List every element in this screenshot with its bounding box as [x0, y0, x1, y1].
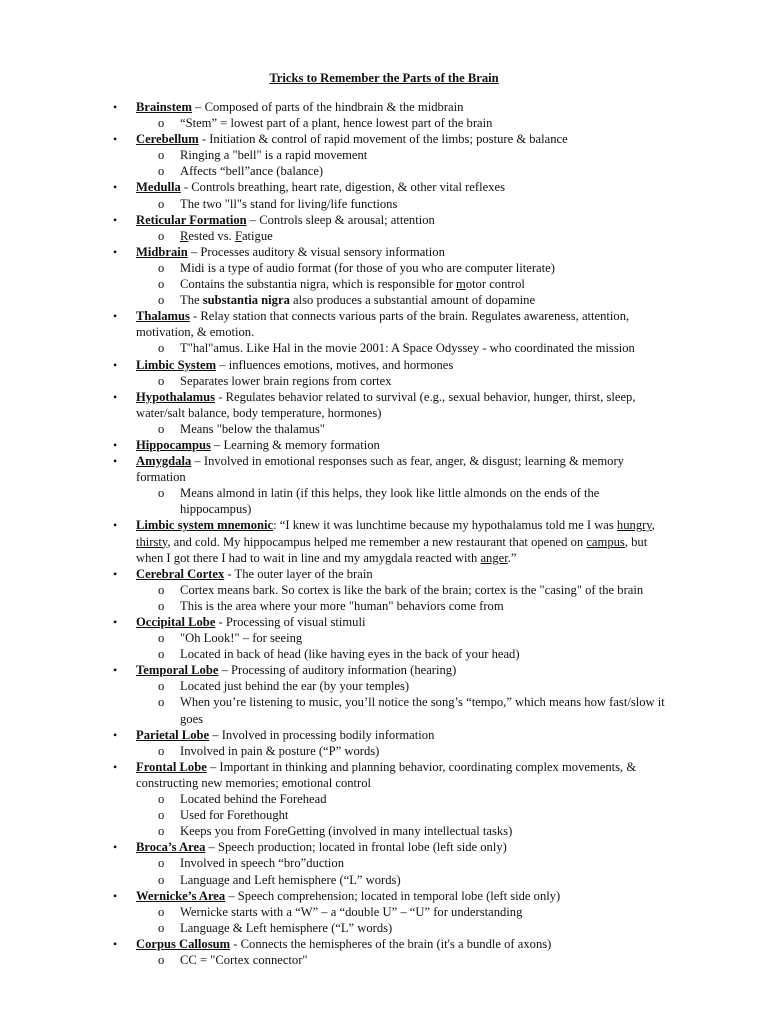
list-item — [0, 308, 661, 340]
item-term: Limbic system mnemonic — [136, 518, 274, 533]
list-item — [0, 839, 661, 855]
sub-item-text: Separates lower brain regions from cortex — [180, 373, 392, 388]
list-item — [0, 888, 661, 904]
sub-item-text: Located just behind the ear (by your temples) — [180, 679, 410, 694]
sub-bullet-icon: o — [158, 260, 165, 275]
bullet-icon: • — [113, 180, 118, 195]
item-term: Midbrain — [136, 244, 188, 259]
sub-item-text: Located in back of head (like having eyes in the back of your head) — [180, 647, 520, 662]
list-item — [0, 212, 661, 228]
item-text: – Learning & memory formation — [210, 437, 380, 452]
sub-bullet-icon: o — [158, 808, 165, 823]
sub-bullet-icon: o — [158, 582, 165, 597]
list-item — [0, 357, 661, 373]
list-item — [0, 662, 661, 678]
sub-item — [0, 485, 670, 517]
item-text: , — [651, 518, 655, 533]
item-term: Medulla — [136, 180, 181, 195]
sub-item-text: “Stem” = lowest part of a plant, hence lowest part of the brain — [180, 116, 493, 131]
sub-bullet-icon: o — [158, 631, 165, 646]
sub-bullet-icon: o — [158, 341, 165, 356]
sub-item-text: When you’re listening to music, you’ll notice the song’s “tempo,” which means how fast/slow it goes — [180, 695, 665, 726]
item-text: - Regulates behavior related to survival (e.g., sexual behavior, hunger, thirst, sleep, water/salt balance, body temperature, hormones) — [136, 389, 636, 420]
sub-item — [0, 598, 670, 614]
item-text: – Speech comprehension; located in temporal lobe (left side only) — [225, 888, 561, 903]
item-term: Brainstem — [136, 100, 192, 114]
item-text: - The outer layer of the brain — [224, 566, 373, 581]
sub-item — [0, 260, 670, 276]
item-text: – Involved in emotional responses such as fear, anger, & disgust; learning & memory formation — [136, 454, 624, 485]
sub-item — [0, 276, 670, 292]
sub-item-text: Cortex means bark. So cortex is like the bark of the brain; cortex is the "casing" of the brain — [180, 582, 644, 597]
item-text: – Composed of parts of the hindbrain & the midbrain — [191, 100, 464, 114]
sub-item — [0, 147, 670, 163]
item-text: - Connects the hemispheres of the brain (it's a bundle of axons) — [230, 936, 552, 951]
sub-item-text: Language and Left hemisphere (“L” words) — [180, 872, 401, 887]
sub-bullet-icon: o — [158, 116, 165, 131]
item-text: – Important in thinking and planning behavior, coordinating complex movements, & constructing new memories; emotional control — [136, 759, 637, 790]
sub-bullet-icon: o — [158, 679, 165, 694]
sub-bullet-icon: o — [158, 421, 165, 436]
sub-item-text: Means "below the thalamus" — [180, 421, 325, 436]
sub-bullet-icon: o — [158, 872, 165, 887]
page-title: Tricks to Remember the Parts of the Brain — [269, 71, 499, 85]
bullet-icon: • — [113, 389, 118, 404]
bullet-icon: • — [113, 759, 118, 774]
bullet-icon: • — [113, 615, 118, 629]
sub-item — [0, 630, 670, 646]
item-text: .” — [507, 550, 517, 565]
item-term: Frontal Lobe — [136, 759, 207, 774]
sub-item-text: otor control — [465, 277, 525, 292]
sub-bullet-icon: o — [158, 277, 165, 292]
item-text: , and cold. My hippocampus helped me remember a new restaurant that opened on — [167, 534, 587, 549]
list-item — [0, 244, 661, 260]
sub-bullet-icon: o — [158, 920, 165, 935]
sub-item-text: Used for Forethought — [180, 808, 289, 823]
bullet-icon: • — [113, 100, 118, 114]
sub-item-text: atigue — [241, 228, 273, 243]
bullet-icon: • — [113, 840, 118, 855]
item-text: – Involved in processing bodily information — [209, 727, 435, 742]
sub-bullet-icon: o — [158, 228, 165, 243]
bullet-icon: • — [113, 727, 118, 742]
list-item — [0, 389, 661, 421]
item-text: thirsty — [136, 534, 168, 549]
item-text: - Processing of visual stimuli — [215, 615, 366, 629]
sub-bullet-icon: o — [158, 598, 165, 613]
sub-item-text: Involved in speech “bro”duction — [180, 856, 345, 871]
item-term: Temporal Lobe — [136, 663, 219, 678]
sub-item-text: Language & Left hemisphere (“L” words) — [180, 920, 393, 935]
item-term: Broca’s Area — [136, 840, 206, 855]
item-term: Hippocampus — [136, 437, 211, 452]
sub-item-text: Involved in pain & posture (“P” words) — [180, 743, 380, 758]
sub-item-text: Affects “bell”ance (balance) — [180, 164, 324, 179]
bullet-icon: • — [113, 132, 118, 147]
sub-bullet-icon: o — [158, 792, 165, 807]
sub-item — [0, 920, 670, 936]
sub-item — [0, 807, 670, 823]
sub-item-text: substantia nigra — [202, 293, 290, 308]
sub-bullet-icon: o — [158, 647, 165, 662]
sub-bullet-icon: o — [158, 373, 165, 388]
item-text: – Processing of auditory information (hearing) — [218, 663, 457, 678]
sub-item-text: CC = "Cortex connector" — [180, 952, 308, 967]
brain-parts-list — [0, 99, 768, 968]
item-text: – Speech production; located in frontal lobe (left side only) — [205, 840, 507, 855]
sub-item — [0, 743, 670, 759]
list-item — [0, 614, 661, 630]
sub-item-text: "Oh Look!" – for seeing — [180, 631, 303, 646]
sub-bullet-icon: o — [158, 952, 165, 967]
sub-bullet-icon: o — [158, 904, 165, 919]
sub-bullet-icon: o — [158, 743, 165, 758]
item-term: Occipital Lobe — [136, 615, 216, 629]
item-text: hungry — [616, 518, 652, 533]
sub-item-text: R — [180, 228, 189, 243]
list-item — [0, 131, 661, 147]
sub-item-text: Located behind the Forehead — [180, 792, 327, 807]
bullet-icon: • — [113, 244, 118, 259]
item-text: – influences emotions, motives, and hormones — [216, 357, 454, 372]
sub-bullet-icon: o — [158, 196, 165, 211]
sub-item — [0, 582, 670, 598]
item-term: Cerebellum — [136, 132, 199, 147]
sub-bullet-icon: o — [158, 695, 165, 710]
item-term: Amygdala — [136, 454, 192, 469]
sub-item — [0, 228, 670, 244]
sub-item — [0, 952, 670, 968]
sub-bullet-icon: o — [158, 293, 165, 308]
sub-bullet-icon: o — [158, 856, 165, 871]
sub-item-text: The two "ll"s stand for living/life functions — [180, 196, 398, 211]
bullet-icon: • — [113, 357, 118, 372]
bullet-icon: • — [113, 663, 118, 678]
item-term: Cerebral Cortex — [136, 566, 225, 581]
sub-item-text: ested vs. — [188, 228, 235, 243]
sub-item — [0, 163, 670, 179]
item-term: Wernicke’s Area — [136, 888, 226, 903]
item-term: Parietal Lobe — [136, 727, 210, 742]
sub-item — [0, 694, 670, 726]
item-term: Thalamus — [136, 309, 190, 324]
sub-item — [0, 292, 670, 308]
sub-item-text: m — [455, 277, 466, 292]
sub-bullet-icon: o — [158, 164, 165, 179]
item-text: – Processes auditory & visual sensory information — [187, 244, 445, 259]
sub-item — [0, 791, 670, 807]
list-item — [0, 936, 661, 952]
item-text: , but when I got there I had to wait in line and my amygdala reacted with — [136, 534, 648, 565]
sub-item — [0, 646, 670, 662]
sub-bullet-icon: o — [158, 824, 165, 839]
sub-item-text: F — [234, 228, 242, 243]
list-item — [0, 179, 661, 195]
sub-item — [0, 823, 670, 839]
sub-item-text: Ringing a "bell" is a rapid movement — [180, 148, 368, 163]
item-text: - Controls breathing, heart rate, digestion, & other vital reflexes — [180, 180, 505, 195]
item-term: Hypothalamus — [136, 389, 216, 404]
list-item — [0, 566, 661, 582]
sub-item — [0, 340, 670, 356]
item-term: Limbic System — [136, 357, 217, 372]
bullet-icon: • — [113, 437, 118, 452]
sub-item-text: Contains the substantia nigra, which is responsible for — [180, 277, 456, 292]
item-text: - Initiation & control of rapid movement of the limbs; posture & balance — [198, 132, 568, 147]
bullet-icon: • — [113, 518, 118, 533]
sub-item-text: Wernicke starts with a “W” – a “double U” – “U” for understanding — [180, 904, 523, 919]
sub-item — [0, 373, 670, 389]
sub-item — [0, 421, 670, 437]
item-text: anger — [480, 550, 508, 565]
list-item — [0, 99, 661, 115]
sub-item-text: Keeps you from ForeGetting (involved in many intellectual tasks) — [180, 824, 513, 839]
sub-bullet-icon: o — [158, 486, 165, 501]
sub-item — [0, 904, 670, 920]
sub-bullet-icon: o — [158, 148, 165, 163]
sub-item — [0, 872, 670, 888]
sub-item-text: Midi is a type of audio format (for those of you who are computer literate) — [180, 260, 555, 275]
sub-item-text: also produces a substantial amount of dopamine — [289, 293, 536, 308]
sub-item — [0, 855, 670, 871]
sub-item — [0, 678, 670, 694]
list-item — [0, 517, 661, 565]
list-item — [0, 727, 661, 743]
bullet-icon: • — [113, 454, 118, 469]
item-term: Corpus Callosum — [136, 936, 231, 951]
item-text: : “I knew it was lunchtime because my hypothalamus told me I was — [273, 518, 617, 533]
bullet-icon: • — [113, 888, 118, 903]
bullet-icon: • — [113, 566, 118, 581]
list-item — [0, 453, 661, 485]
list-item — [0, 759, 661, 791]
sub-item — [0, 115, 670, 131]
sub-item-text: Means almond in latin (if this helps, they look like little almonds on the ends of the hippocampus) — [180, 486, 600, 517]
bullet-icon: • — [113, 309, 118, 324]
item-text: – Controls sleep & arousal; attention — [246, 212, 435, 227]
list-item — [0, 437, 661, 453]
item-text: campus — [586, 534, 625, 549]
sub-item-text: This is the area where your more "human" behaviors come from — [180, 598, 504, 613]
item-text: - Relay station that connects various parts of the brain. Regulates awareness, attention, motivation, & emotion. — [136, 309, 630, 340]
bullet-icon: • — [113, 936, 118, 951]
bullet-icon: • — [113, 212, 118, 227]
sub-item — [0, 196, 670, 212]
sub-item-text: The — [180, 293, 203, 308]
sub-item-text: T"hal"amus. Like Hal in the movie 2001: A Space Odyssey - who coordinated the mission — [180, 341, 635, 356]
item-term: Reticular Formation — [136, 212, 247, 227]
